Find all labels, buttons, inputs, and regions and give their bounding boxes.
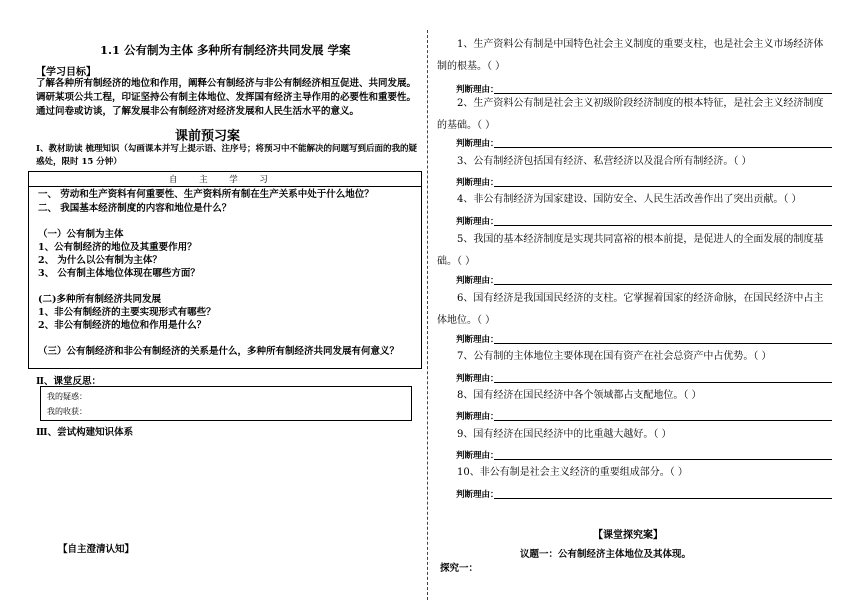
judge-label: 判断理由： — [456, 412, 499, 422]
list-item: 2、非公有制经济的地位和作用是什么？ — [38, 320, 207, 331]
objectives-heading: 【学习目标】 — [36, 67, 96, 78]
question: 4、非公有制经济为国家建设、国防安全、人民生活改善作出了突出贡献。（ ） — [457, 194, 802, 205]
explore-sub: 探究一： — [440, 563, 479, 574]
list-item: 3、 公有制主体地位体现在哪些方面？ — [38, 268, 200, 279]
judge-label: 判断理由： — [456, 217, 499, 227]
explore-topic: 议题一：公有制经济主体地位及其体现。 — [520, 549, 692, 560]
preview-heading: 课前预习案 — [175, 129, 241, 144]
section1-label: Ⅰ、教材助读 梳理知识（勾画课本并写上提示语、注序号；将预习中不能解决的问题写到后面的我的疑惑处，限时 15 分钟） — [36, 144, 417, 167]
judge-label: 判断理由： — [456, 490, 499, 500]
list-item: 二、 我国基本经济制度的内容和地位是什么？ — [38, 203, 232, 214]
table-header-row — [29, 172, 421, 187]
answer-line[interactable] — [494, 459, 832, 460]
judge-label: 判断理由： — [456, 85, 499, 95]
question: 10、非公有制是社会主义经济的重要组成部分。（ ） — [457, 467, 688, 478]
explore-heading: 【课堂探究案】 — [593, 530, 663, 541]
list-item: (二)多种所有制经济共同发展 — [38, 294, 161, 305]
question: 2、生产资料公有制是社会主义初级阶段经济制度的根本特征，是社会主义经济制度的基础。（ ） — [437, 98, 824, 131]
table-header: 自 主 学 习 — [169, 175, 268, 185]
question: 5、我国的基本经济制度是实现共同富裕的根本前提，是促进人的全面发展的制度基础。（ ） — [437, 234, 824, 267]
judge-label: 判断理由： — [456, 178, 499, 188]
gains-label: 我的收获： — [47, 407, 87, 416]
judge-label: 判断理由： — [456, 374, 499, 384]
answer-line[interactable] — [494, 147, 832, 148]
judge-label: 判断理由： — [456, 335, 499, 345]
objectives-text: 了解各种所有制经济的地位和作用，阐释公有制经济与非公有制经济相互促进、共同发展。调研某项公共工程，印证坚持公有制主体地位、发挥国有经济主导作用的必要性和重要性。通过问卷或访谈，了解发展非公有制经济对经济发展和人民生活水平的意义。 — [36, 78, 417, 117]
section2-label: Ⅱ、课堂反思： — [36, 376, 102, 387]
question: 6、国有经济是我国国民经济的支柱。它掌握着国家的经济命脉，在国民经济中占主体地位。（ ） — [437, 293, 824, 326]
answer-line[interactable] — [494, 284, 832, 285]
page-title: 1.1 公有制为主体 多种所有制经济共同发展 学案 — [100, 43, 351, 57]
list-item: 2、 为什么以公有制为主体？ — [38, 255, 162, 266]
answer-line[interactable] — [494, 225, 832, 226]
judge-label: 判断理由： — [456, 276, 499, 286]
judge-label: 判断理由： — [456, 451, 499, 461]
answer-line[interactable] — [494, 420, 832, 421]
list-item: 1、非公有制经济的主要实现形式有哪些？ — [38, 307, 216, 318]
answer-line[interactable] — [494, 343, 832, 344]
answer-line[interactable] — [494, 498, 832, 499]
doubts-label: 我的疑惑： — [47, 392, 87, 401]
question: 1、生产资料公有制是中国特色社会主义制度的重要支柱，也是社会主义市场经济体制的根基。（ ） — [437, 39, 824, 72]
section3-label: Ⅲ、尝试构建知识体系 — [36, 427, 134, 438]
question: 8、国有经济在国民经济中各个领域都占支配地位。（ ） — [457, 390, 702, 401]
list-item: （三）公有制经济和非公有制经济的关系是什么，多种所有制经济共同发展有何意义？ — [38, 346, 400, 357]
question: 7、公有制的主体地位主要体现在国有资产在社会总资产中占优势。（ ） — [457, 351, 772, 362]
answer-line[interactable] — [494, 382, 832, 383]
question: 9、国有经济在国民经济中的比重越大越好。（ ） — [457, 429, 672, 440]
self-check-heading: 【自主澄清认知】 — [58, 544, 135, 555]
question: 3、公有制经济包括国有经济、私营经济以及混合所有制经济。（ ） — [457, 156, 752, 167]
column-divider — [427, 30, 428, 600]
reflection-box — [40, 386, 412, 421]
judge-label: 判断理由： — [456, 139, 499, 149]
answer-line[interactable] — [494, 186, 832, 187]
list-item: 一、 劳动和生产资料有何重要性、生产资料所有制在生产关系中处于什么地位？ — [38, 189, 374, 200]
list-item: （一）公有制为主体 — [38, 229, 124, 240]
list-item: 1、公有制经济的地位及其重要作用？ — [38, 242, 197, 253]
